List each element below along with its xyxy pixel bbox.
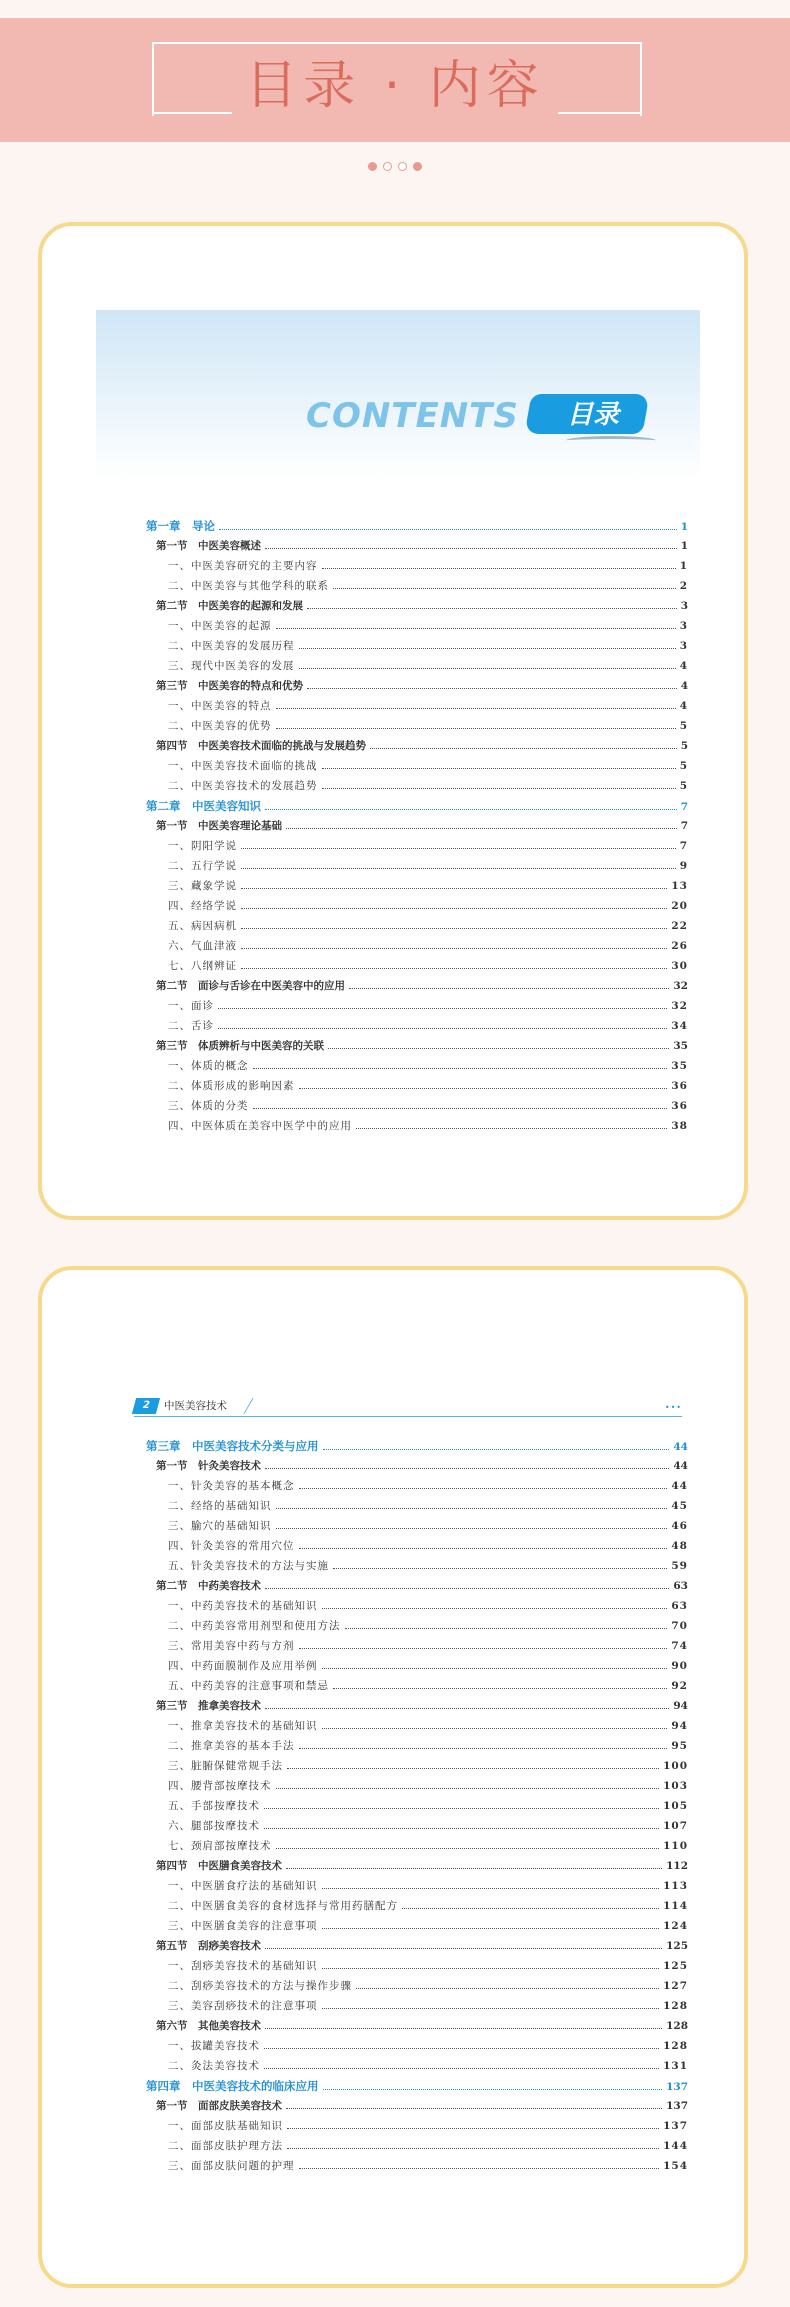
banner-title: 目录 · 内容 [245,56,545,116]
toc-entry-page-number: 1 [680,521,688,533]
toc-entry-page-number: 124 [663,1920,688,1932]
toc-entry-page-number: 7 [680,801,688,813]
toc-entry-item[interactable] [146,2136,688,2156]
toc-entry-title: 四、中药面膜制作及应用举例 [168,1660,318,1672]
dot-leader [299,2167,660,2169]
toc-entry-page-number: 48 [671,1540,688,1552]
toc-entry-item[interactable] [146,836,688,856]
top-strip [0,0,790,18]
toc-entry-item[interactable] [146,1496,688,1516]
dot-leader [299,1547,668,1549]
dot-leader [370,747,677,749]
toc-entry-page-number: 30 [671,960,688,972]
toc-entry-item[interactable] [146,1556,688,1576]
toc-entry-title: 四、经络学说 [168,900,237,912]
toc-entry-page-number: 32 [673,980,688,992]
mulu-heading: 目录 [566,400,619,430]
toc-entry-item[interactable] [146,576,688,596]
dot-leader [322,2007,660,2009]
toc-entry-page-number: 44 [673,1441,688,1453]
toc-entry-item[interactable] [146,996,688,1016]
toc-entry-item[interactable] [146,1056,688,1076]
toc-entry-title: 第三节 推拿美容技术 [156,1700,261,1712]
toc-entry-item[interactable] [146,1096,688,1116]
toc-entry-title: 五、病因病机 [168,920,237,932]
dot-leader [276,1527,668,1529]
dot-leader [307,687,677,689]
toc-entry-item[interactable] [146,1656,688,1676]
toc-entry-title: 三、美容刮痧技术的注意事项 [168,2000,318,2012]
toc-entry-page-number: 36 [671,1100,688,1112]
toc-entry-page-number: 5 [679,720,688,732]
toc-entry-title: 第三章 中医美容技术分类与应用 [146,1439,319,1453]
toc-entry-title: 一、面诊 [168,1000,214,1012]
toc-entry-title: 一、中医美容研究的主要内容 [168,560,318,572]
dot-leader [286,1867,662,1869]
toc-entry-title: 第一节 针灸美容技术 [156,1460,261,1472]
dot-leader [322,1667,668,1669]
toc-entry-section[interactable] [146,1936,688,1956]
toc-entry-title: 第四章 中医美容技术的临床应用 [146,2079,319,2093]
toc-entry-page-number: 7 [679,840,688,852]
dot-leader [287,2147,659,2149]
toc-entry-title: 六、气血津液 [168,940,237,952]
toc-entry-item[interactable] [146,1596,688,1616]
dot-leader [265,808,677,810]
toc-entry-title: 第三节 体质辨析与中医美容的关联 [156,1040,324,1052]
dot-leader [253,1067,668,1069]
toc-entry-page-number: 113 [663,1880,688,1892]
dot-leader [218,1027,667,1029]
toc-entry-title: 二、五行学说 [168,860,237,872]
toc-entry-title: 一、阴阳学说 [168,840,237,852]
toc-entry-page-number: 63 [673,1580,688,1592]
toc-entry-page-number: 131 [663,2060,688,2072]
dot-leader [276,1507,668,1509]
toc-entry-item[interactable] [146,1956,688,1976]
toc-entry-section[interactable] [146,536,688,556]
dot-leader [241,887,667,889]
toc-entry-title: 第一章 导论 [146,519,215,533]
toc-entry-item[interactable] [146,936,688,956]
toc-entry-page-number: 44 [673,1460,688,1472]
pager-dot-2 [383,162,392,171]
toc-entry-title: 一、中医美容的起源 [168,620,272,632]
toc-entry-title: 三、体质的分类 [168,1100,249,1112]
dot-leader [322,787,676,789]
toc-entry-title: 第五节 刮痧美容技术 [156,1940,261,1952]
toc-entry-item[interactable] [146,876,688,896]
toc-entry-item[interactable] [146,556,688,576]
toc-entry-item[interactable] [146,1536,688,1556]
toc-entry-page-number: 114 [663,1900,688,1912]
toc-entry-title: 第三节 中医美容的特点和优势 [156,680,303,692]
toc-entry-page-number: 105 [663,1800,688,1812]
toc-entry-section[interactable] [146,1036,688,1056]
dot-leader [287,1767,659,1769]
toc-entry-title: 一、中医膳食疗法的基础知识 [168,1880,318,1892]
toc-entry-page-number: 35 [671,1060,688,1072]
toc-entry-item[interactable] [146,716,688,736]
toc-entry-item[interactable] [146,776,688,796]
dot-leader [241,947,667,949]
contents-heading: CONTENTS [306,396,519,436]
dot-leader [333,1567,667,1569]
toc-entry-page-number: 144 [663,2140,688,2152]
toc-entry-title: 第一节 面部皮肤美容技术 [156,2100,282,2112]
pager-dot-3 [398,162,407,171]
toc-entry-page-number: 128 [663,2000,688,2012]
toc-entry-title: 二、面部皮肤护理方法 [168,2140,283,2152]
toc-entry-page-number: 103 [663,1780,688,1792]
toc-entry-item[interactable] [146,1836,688,1856]
pager-dot-4 [413,162,422,171]
dot-leader [356,1127,667,1129]
toc-entry-item[interactable] [146,1896,688,1916]
toc-entry-item[interactable] [146,896,688,916]
toc-entry-item[interactable] [146,756,688,776]
toc-entry-title: 一、中药美容技术的基础知识 [168,1600,318,1612]
toc-entry-page-number: 7 [680,820,688,832]
toc-entry-title: 一、推拿美容技术的基础知识 [168,1720,318,1732]
dot-leader [276,627,676,629]
dot-leader [276,1847,660,1849]
title-banner [0,18,790,142]
toc-entry-item[interactable] [146,1016,688,1036]
toc-entry-page-number: 59 [671,1560,688,1572]
toc-entry-item[interactable] [146,696,688,716]
toc-entry-item[interactable] [146,1996,688,2016]
toc-entry-page-number: 128 [663,2040,688,2052]
toc-entry-item[interactable] [146,1616,688,1636]
toc-entry-page-number: 154 [663,2160,688,2172]
toc-entry-section[interactable] [146,1696,688,1716]
toc-entry-title: 第四节 中医膳食美容技术 [156,1860,282,1872]
dot-leader [287,2127,659,2129]
dot-leader [265,2027,662,2029]
toc-entry-title: 第二节 中药美容技术 [156,1580,261,1592]
toc-entry-page-number: 44 [671,1480,688,1492]
toc-entry-title: 三、脏腑保健常规手法 [168,1760,283,1772]
toc-entry-page-number: 13 [671,880,688,892]
toc-entry-title: 二、体质形成的影响因素 [168,1080,295,1092]
dot-leader [328,1047,669,1049]
toc-entry-title: 三、腧穴的基础知识 [168,1520,272,1532]
toc-entry-title: 六、腿部按摩技术 [168,1820,260,1832]
toc-entry-title: 一、针灸美容的基本概念 [168,1480,295,1492]
toc-entry-chapter[interactable] [146,796,688,816]
toc-entry-page-number: 100 [663,1760,688,1772]
dot-leader [307,607,677,609]
toc-entry-title: 二、中药美容常用剂型和使用方法 [168,1620,341,1632]
toc-entry-title: 第二节 面诊与舌诊在中医美容中的应用 [156,980,345,992]
toc-entry-page-number: 110 [663,1840,688,1852]
dot-leader [322,1727,668,1729]
contents-header-band [96,310,700,480]
toc-entry-title: 二、刮痧美容技术的方法与操作步骤 [168,1980,352,1992]
dot-leader [264,1827,659,1829]
toc-entry-item[interactable] [146,2036,688,2056]
dot-leader [265,1467,669,1469]
toc-entry-title: 五、手部按摩技术 [168,1800,260,1812]
toc-entry-title: 第一节 中医美容概述 [156,540,261,552]
toc-entry-title: 第四节 中医美容技术面临的挑战与发展趋势 [156,740,366,752]
toc-entry-page-number: 32 [671,1000,688,1012]
toc-entry-title: 第二节 中医美容的起源和发展 [156,600,303,612]
toc-entry-page-number: 137 [666,2100,688,2112]
toc-entry-page-number: 20 [671,900,688,912]
toc-entry-page-number: 5 [680,740,688,752]
toc-entry-page-number: 5 [679,780,688,792]
toc-entry-item[interactable] [146,916,688,936]
toc-entry-title: 二、中医美容的发展历程 [168,640,295,652]
toc-entry-section[interactable] [146,2016,688,2036]
toc-entry-item[interactable] [146,2156,688,2176]
toc-entry-item[interactable] [146,1516,688,1536]
dot-leader [265,1707,669,1709]
toc-entry-page-number: 127 [663,1980,688,1992]
toc-entry-title: 一、刮痧美容技术的基础知识 [168,1960,318,1972]
toc-entry-title: 一、拔罐美容技术 [168,2040,260,2052]
dot-leader [299,1647,668,1649]
toc-entry-chapter[interactable] [146,516,688,536]
toc-entry-page-number: 90 [671,1660,688,1672]
toc-entry-item[interactable] [146,2116,688,2136]
toc-page-card-2 [38,1266,748,2288]
toc-page-card-1 [38,222,748,1220]
toc-entry-title: 二、中医膳食美容的食材选择与常用药膳配方 [168,1900,398,1912]
dot-leader [322,1927,660,1929]
dot-leader [322,767,676,769]
toc-entry-item[interactable] [146,1796,688,1816]
toc-entry-section[interactable] [146,676,688,696]
toc-entry-section[interactable] [146,736,688,756]
toc-entry-page-number: 74 [671,1640,688,1652]
toc-entry-page-number: 4 [679,660,688,672]
toc-entry-title: 四、腰背部按摩技术 [168,1780,272,1792]
toc-entry-page-number: 95 [671,1740,688,1752]
toc-entry-title: 五、中药美容的注意事项和禁忌 [168,1680,329,1692]
mulu-swoosh [566,436,656,445]
dot-leader [356,1987,659,1989]
toc-entry-page-number: 22 [671,920,688,932]
toc-entry-title: 第一节 中医美容理论基础 [156,820,282,832]
toc-entry-title: 七、颈肩部按摩技术 [168,1840,272,1852]
dot-leader [322,1967,660,1969]
dot-leader [276,727,676,729]
toc-entry-title: 三、藏象学说 [168,880,237,892]
toc-entry-section[interactable] [146,2096,688,2116]
toc-entry-item[interactable] [146,1976,688,1996]
toc-entry-page-number: 2 [679,580,688,592]
dot-leader [265,1947,662,1949]
dot-leader [241,927,667,929]
toc-entry-title: 二、灸法美容技术 [168,2060,260,2072]
toc-entry-title: 三、面部皮肤问题的护理 [168,2160,295,2172]
toc-entry-title: 一、体质的概念 [168,1060,249,1072]
toc-entry-chapter[interactable] [146,2076,688,2096]
toc-entry-page-number: 1 [680,540,688,552]
toc-entry-page-number: 128 [666,2020,688,2032]
toc-entry-item[interactable] [146,1736,688,1756]
toc-entry-page-number: 4 [679,700,688,712]
toc-entry-page-number: 34 [671,1020,688,1032]
toc-entry-title: 二、经络的基础知识 [168,1500,272,1512]
toc-entry-item[interactable] [146,1916,688,1936]
dot-leader [299,647,676,649]
dot-leader [322,1607,668,1609]
toc-entry-title: 二、推拿美容的基本手法 [168,1740,295,1752]
toc-entry-title: 一、中医美容技术面临的挑战 [168,760,318,772]
toc-entry-page-number: 35 [673,1040,688,1052]
toc-entry-item[interactable] [146,2056,688,2076]
toc-entry-page-number: 46 [671,1520,688,1532]
toc-entry-page-number: 1 [679,560,688,572]
dot-leader [299,667,676,669]
toc-entry-item[interactable] [146,856,688,876]
dot-leader [299,1487,668,1489]
dot-leader [264,2067,659,2069]
dot-leader [264,1807,659,1809]
toc-entry-page-number: 3 [679,620,688,632]
dot-leader [276,707,676,709]
pager-dots [0,156,790,175]
toc-entry-item[interactable] [146,1756,688,1776]
toc-entry-item[interactable] [146,656,688,676]
dot-leader [286,827,677,829]
dot-leader [349,987,669,989]
toc-entry-item[interactable] [146,616,688,636]
running-head [134,1396,682,1417]
toc-entry-item[interactable] [146,956,688,976]
toc-entry-page-number: 70 [671,1620,688,1632]
toc-entry-section[interactable] [146,1576,688,1596]
toc-entry-item[interactable] [146,1116,688,1136]
toc-entry-page-number: 92 [671,1680,688,1692]
toc-entry-title: 第二章 中医美容知识 [146,799,261,813]
toc-entry-page-number: 36 [671,1080,688,1092]
toc-entry-title: 三、常用美容中药与方剂 [168,1640,295,1652]
toc-entry-page-number: 45 [671,1500,688,1512]
dot-leader [264,2047,659,2049]
toc-entry-title: 二、舌诊 [168,1020,214,1032]
toc-entry-page-number: 4 [680,680,688,692]
toc-entry-page-number: 5 [679,760,688,772]
toc-entry-title: 一、面部皮肤基础知识 [168,2120,283,2132]
dot-leader [323,1448,670,1450]
running-head-dots: ••• [664,1403,682,1412]
dot-leader [265,547,677,549]
toc-entry-item[interactable] [146,636,688,656]
dot-leader [333,1687,667,1689]
dot-leader [241,967,667,969]
dot-leader [241,907,667,909]
toc-entry-title: 三、现代中医美容的发展 [168,660,295,672]
dot-leader [219,528,677,530]
toc-entry-page-number: 26 [671,940,688,952]
toc-entry-page-number: 9 [679,860,688,872]
toc-entry-page-number: 137 [663,2120,688,2132]
dot-leader [253,1107,668,1109]
dot-leader [265,1587,669,1589]
toc-entry-section[interactable] [146,976,688,996]
toc-entry-section[interactable] [146,1456,688,1476]
toc-entry-item[interactable] [146,1816,688,1836]
toc-entry-page-number: 63 [671,1600,688,1612]
toc-list-page-2 [146,1436,688,2176]
toc-entry-title: 五、针灸美容技术的方法与实施 [168,1560,329,1572]
toc-entry-title: 一、中医美容的特点 [168,700,272,712]
toc-entry-chapter[interactable] [146,1436,688,1456]
dot-leader [241,867,676,869]
dot-leader [322,567,676,569]
toc-entry-item[interactable] [146,1476,688,1496]
toc-entry-section[interactable] [146,816,688,836]
dot-leader [323,2088,663,2090]
running-head-slash [233,1398,253,1414]
running-head-title: 中医美容技术 [164,1400,227,1412]
toc-entry-item[interactable] [146,1716,688,1736]
toc-entry-page-number: 125 [663,1960,688,1972]
dot-leader [345,1627,668,1629]
running-head-page-number: 2 [132,1398,160,1414]
toc-entry-page-number: 94 [671,1720,688,1732]
toc-entry-page-number: 3 [679,640,688,652]
toc-entry-title: 二、中医美容技术的发展趋势 [168,780,318,792]
toc-entry-title: 第六节 其他美容技术 [156,2020,261,2032]
dot-leader [402,1907,659,1909]
dot-leader [241,847,676,849]
toc-entry-page-number: 112 [666,1860,688,1872]
toc-list-page-1 [146,516,688,1136]
dot-leader [286,2107,662,2109]
toc-entry-page-number: 107 [663,1820,688,1832]
toc-entry-title: 四、针灸美容的常用穴位 [168,1540,295,1552]
toc-entry-title: 三、中医膳食美容的注意事项 [168,1920,318,1932]
dot-leader [333,587,676,589]
toc-entry-title: 二、中医美容与其他学科的联系 [168,580,329,592]
toc-entry-page-number: 125 [666,1940,688,1952]
dot-leader [299,1087,668,1089]
dot-leader [218,1007,667,1009]
toc-entry-title: 七、八纲辨证 [168,960,237,972]
toc-entry-item[interactable] [146,1876,688,1896]
toc-entry-item[interactable] [146,1776,688,1796]
pager-dot-1 [368,162,377,171]
dot-leader [299,1747,668,1749]
dot-leader [276,1787,660,1789]
toc-entry-item[interactable] [146,1676,688,1696]
toc-entry-section[interactable] [146,1856,688,1876]
toc-entry-page-number: 137 [666,2081,688,2093]
toc-entry-title: 二、中医美容的优势 [168,720,272,732]
dot-leader [322,1887,660,1889]
toc-entry-section[interactable] [146,596,688,616]
toc-entry-page-number: 38 [671,1120,688,1132]
toc-entry-page-number: 3 [680,600,688,612]
toc-entry-title: 四、中医体质在美容中医学中的应用 [168,1120,352,1132]
toc-entry-page-number: 94 [673,1700,688,1712]
toc-entry-item[interactable] [146,1076,688,1096]
toc-entry-item[interactable] [146,1636,688,1656]
